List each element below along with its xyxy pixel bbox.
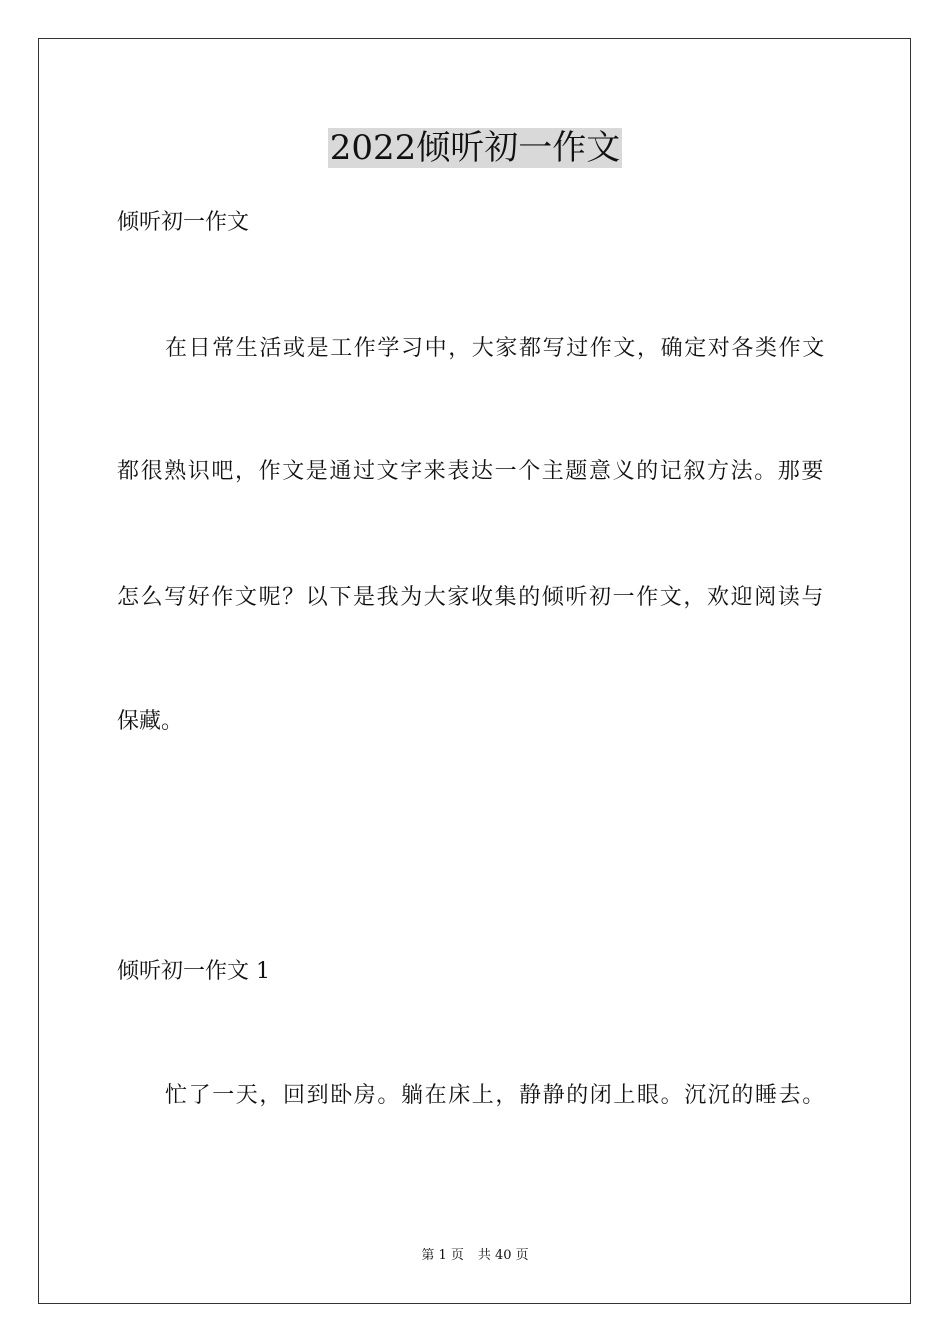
- section-heading: 倾听初一作文 1: [117, 959, 270, 984]
- intro-line-2: 都很熟识吧，作文是通过文字来表达一个主题意义的记叙方法。那要: [117, 459, 826, 484]
- intro-line-3: 怎么写好作文呢？以下是我为大家收集的倾听初一作文，欢迎阅读与: [117, 585, 826, 610]
- intro-line-1: 在日常生活或是工作学习中，大家都写过作文，确定对各类作文: [165, 336, 826, 361]
- document-title-text: 2022倾听初一作文: [329, 128, 621, 168]
- section-line-1: 忙了一天，回到卧房。躺在床上，静静的闭上眼。沉沉的睡去。: [165, 1083, 826, 1108]
- intro-line-4: 保藏。: [117, 709, 184, 734]
- page-number: 第 1 页: [421, 1248, 464, 1263]
- document-title: [0, 124, 950, 172]
- document-subtitle: 倾听初一作文: [117, 210, 250, 235]
- page-total: 共 40 页: [477, 1248, 529, 1263]
- page-footer: [0, 1247, 950, 1265]
